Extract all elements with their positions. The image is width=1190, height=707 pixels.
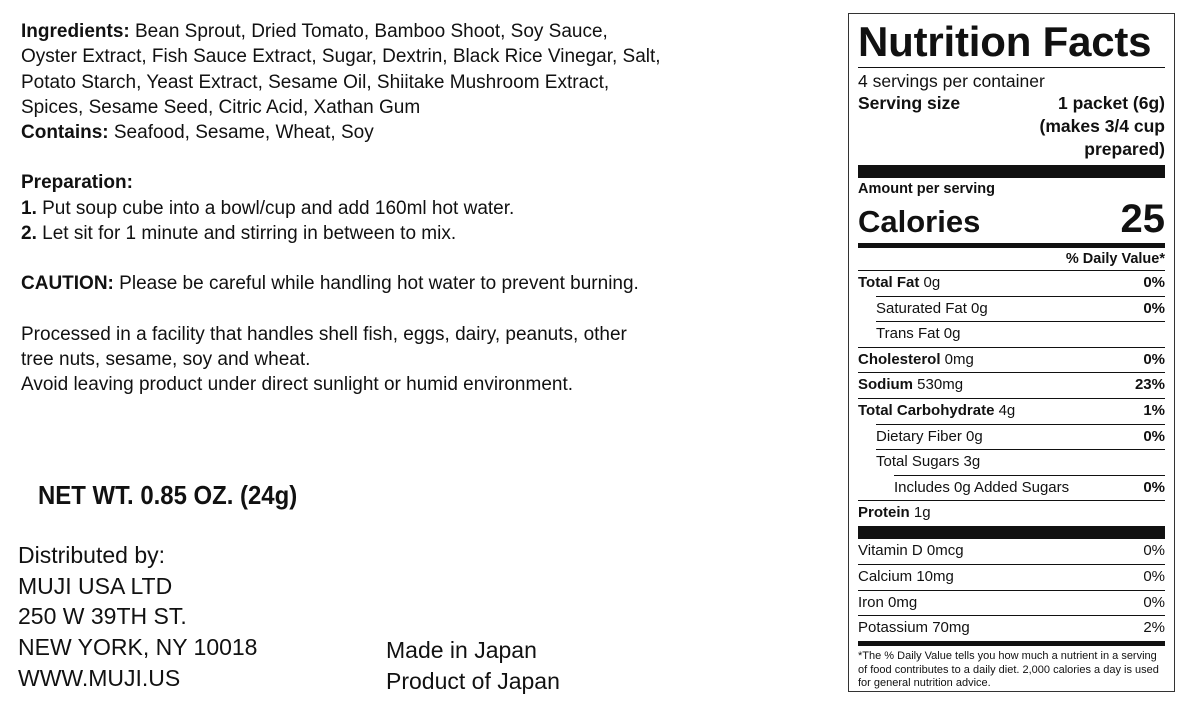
distributor-web: WWW.MUJI.US xyxy=(18,664,181,691)
amount-per-serving: Amount per serving xyxy=(858,181,995,197)
distributor-city: NEW YORK, NY 10018 xyxy=(18,634,258,661)
nutrient-row: Protein 1g xyxy=(858,500,1165,526)
storage-notice: Avoid leaving product under direct sunlight or humid environment. xyxy=(21,374,574,396)
nutrient-row: Total Carbohydrate 4g 1% xyxy=(858,398,1165,424)
origin-block xyxy=(386,635,560,696)
nutrient-row: Dietary Fiber 0g 0% xyxy=(876,424,1165,450)
nutrient-row: Total Fat 0g 0% xyxy=(858,270,1165,296)
ingredients-label: Ingredients: xyxy=(21,21,130,42)
vitamin-row: Calcium 10mg 0% xyxy=(858,564,1165,590)
serving-size-value: 1 packet (6g) (makes 3/4 cup prepared) xyxy=(1039,93,1165,159)
ingredients-paragraph xyxy=(21,19,661,120)
preparation-step: 1. Put soup cube into a bowl/cup and add 160ml hot water. xyxy=(21,197,515,219)
nutrition-facts-title: Nutrition Facts xyxy=(858,18,1152,65)
daily-value-footnote: *The % Daily Value tells you how much a nutrient in a serving of food contributes to a daily diet. 2,000 calories a day is used for general nutrition advice. xyxy=(858,650,1159,690)
nutrient-row: Includes 0g Added Sugars 0% xyxy=(894,475,1165,501)
nutrition-facts-panel xyxy=(848,13,1175,692)
contains-text: Seafood, Sesame, Wheat, Soy xyxy=(108,122,374,144)
net-weight: NET WT. 0.85 OZ. (24g) xyxy=(38,480,298,510)
serving-size-row xyxy=(858,92,1165,161)
vitamin-row: Potassium 70mg 2% xyxy=(858,615,1165,641)
nutrient-row: Trans Fat 0g xyxy=(876,321,1165,347)
nutrient-row: Total Sugars 3g xyxy=(876,449,1165,475)
nutrient-row: Cholesterol 0mg 0% xyxy=(858,347,1165,373)
product-of-text: Product of Japan xyxy=(386,667,560,694)
facility-notice: Processed in a facility that handles shell fish, eggs, dairy, peanuts, other tree nuts, sesame, soy and wheat. xyxy=(21,323,627,370)
distributor-block xyxy=(18,540,257,694)
calories-value: 25 xyxy=(1120,197,1165,241)
contains-paragraph xyxy=(21,120,661,145)
caution-paragraph xyxy=(21,271,661,296)
preparation-step: 2. Let sit for 1 minute and stirring in between to mix. xyxy=(21,223,457,245)
vitamin-row: Iron 0mg 0% xyxy=(858,590,1165,616)
ingredients-text: Bean Sprout, Dried Tomato, Bamboo Shoot, Soy Sauce, Oyster Extract, Fish Sauce Extract, Sugar, Dextrin, Black Rice Vinegar, Salt, Potato Starch, Yeast Extract, Sesame Oil, Shiitake Mushroom Extract, Spices, Sesame Seed, Citric Acid, Xathan Gum xyxy=(21,21,661,118)
nutrient-row: Sodium 530mg 23% xyxy=(858,372,1165,398)
calories-label: Calories xyxy=(858,204,981,239)
label-text-column xyxy=(21,19,661,398)
caution-label: CAUTION: xyxy=(21,273,114,295)
caution-text: Please be careful while handling hot water to prevent burning. xyxy=(113,273,639,295)
made-in-text: Made in Japan xyxy=(386,637,537,663)
contains-label: Contains: xyxy=(21,122,109,144)
daily-value-header: % Daily Value* xyxy=(1065,251,1165,267)
servings-per-container: 4 servings per container xyxy=(858,71,1045,91)
vitamin-row: Vitamin D 0mcg 0% xyxy=(858,541,1165,559)
preparation-heading: Preparation: xyxy=(21,172,133,194)
serving-size-label: Serving size xyxy=(858,93,961,113)
distributor-name: MUJI USA LTD xyxy=(18,572,173,599)
nutrient-row: Saturated Fat 0g 0% xyxy=(876,296,1165,322)
distributor-label: Distributed by: xyxy=(18,542,166,568)
calories-row xyxy=(858,198,1165,240)
distributor-street: 250 W 39TH ST. xyxy=(18,603,187,630)
